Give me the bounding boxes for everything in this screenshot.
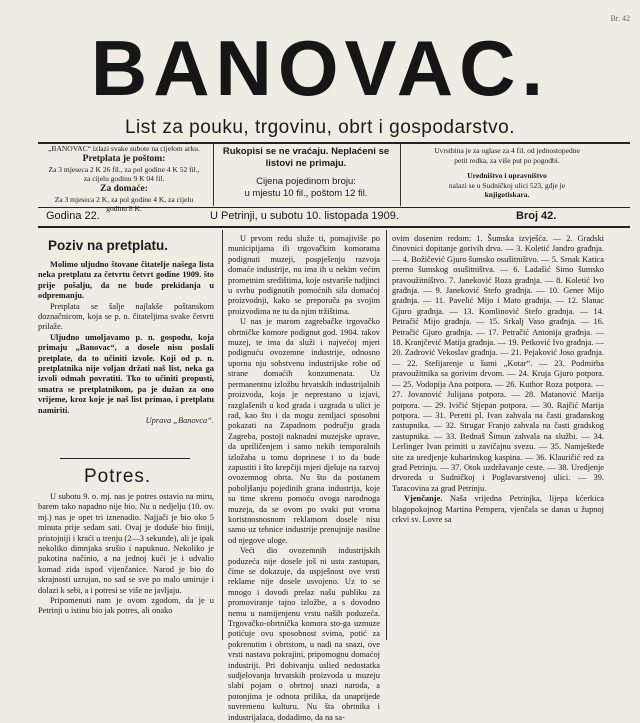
article-heading-potres: Potres. [84,466,152,487]
info-middle-heading: Rukopisi se ne vraćaju. Neplaćeni se listovi ne primaju. [222,146,390,169]
info-left-heading1: Pretplata je poštom: [82,153,166,164]
potres-paragraph-1: U subotu 9. o. mj. nas je potres ostavio na miru, barem tako napadno nije bio. Nu u nedjelju (10. ov. mj.) nas je opet tri iznenadio. Najjači je bio oko 5 minuta prije sedam sati. Ovaj je doduše bio finiji, pristojniji i kraći u trenju (2—3 sekunde), ali je ipak nekoliko dimnjaka srušio i napuknuo. Nekoliko je pukotina načinio, a na jednoj kući je i udvalio komad zida ispod vijenčanice. Narod je bio do skrajnosti uzrujan, no sad se sve po malo umiruje i dolazi k sebi, a i potresi se više ne javljaju. [38,492,214,595]
column-divider-1 [222,230,223,640]
sjednica-agenda: ovim dosenim redom: 1. Šumska izvješća. — 2. Gradski činovnici dopitanje gorivih drva. — 3. Koletić Jandro građnja. — 4. Božičević Gjuro šumsko osušitništvo. — 5. Srnak Katica premo šumskog osušitništva. — 6. Ladašić Simo šumsko pravoužitništvo. 7. Janeković Roza građnja. — 8. Koletić Ivo građnja. — 9. Janeković Stefo građnja. — 10. Gener Mijo građnja. — 11. Pavelić Mijo i Mato građnja. — 12. Slanac Gjuro građnja. — 13. Komlinović Stefo građnja. — 14. Petračić Mijo građnja. — 15. Srkalj Vaso građnja. — 16. Petračić Gjuro građnja. — 17. Petračić Antonija građnja. — 18. Kranjčević Matija građnja. — 19. Petković Ivo građnja. — 20. Zadrović Vekoslav građnja. — 21. Pejaković Joso građnja. — 22. Stefijarenje u šumi „Kotar“. — 23. Podmirba pravoužitnika sa gorivim drvom. — 24. Kruja Gjuro potpora. — 25. Vodopija Ana potpora. — 26. Kuthor Roza potpora. — 27. Jovanović Julijana potpora. — 28. Matanović Marija potpora. — 29. Ivičić Stjepan potpora. — 30. Rajčić Marija potpora. — 31. Peretti pl. Ivan zahvala na časti građanskog zastupnika. — 32. Strugar Franjo zahvala na časti gradskog zastupnika. — 33. Bednaš Šimun zahvala na službi. — 34. Lerlinger Ivan primiti u zavičajnu svezu. — 35. Namješteđe site za uredjenje kuharinskog kaspina. — 36. Klauričić red za grad Petrinju. — 37. Otok uzdržavanje ceste. — 38. Uredjenje drvoreda u Sudničkoj i Poglavarstvenoj ulici. — 39. Taracovina za grad Petrinju. [392,234,604,493]
header-divider-left [213,144,214,206]
dateline-place-date: U Petrinji, u subotu 10. listopada 1909. [210,210,399,222]
vjencanje-lead: Vjenčanje. [404,494,443,504]
info-right-line4: nalazi se u Sudničkoj ulici 523, gdje je [448,180,566,190]
article-heading-poziv: Poziv na pretplatu. [48,238,169,253]
info-middle [216,146,396,200]
article-sjednica [392,234,604,640]
info-right-line1: Uvrstbina je za oglase za 4 fil. od jednostopedne [434,146,580,155]
muzej-paragraph-3: Veći dio ovozemnih industrijskih poduzeća nije dosele još ni usta zastupan, čime se dokazuje, da uspješnost ove vrsti reklame nije dosele usvojeno. Uz to se mnogo i dovodi prelaz našu publiku za promoviranje tajno izložbe, a s dovodno nemu u namijenjenu vrstu naših poduzeća. Trgovačko-obrtnička komora sto-ga uzmuze potićuje ovu sposobnost svima, potić za pokrenutim i obrtstom, u nadi na snazi, ove vrsti nastava pokrajini, pripomognu domaćoj industriji. Pri dobivanju uslied nedostatka sudjelovanja hrvatskih proizvoda u muzeju slabi pojam o obrtnoj snazi naroda, a potonjima je odnota prilika, da unaprijede suvremenu kulturu. Nu šta obrtnika i industrijalaca, dodadimo, da na sa- [228,546,380,722]
info-right-line5: knjigotiskara. [484,190,530,199]
article-muzej [228,234,380,722]
info-left-heading2: Za domaće: [100,183,148,194]
potres-paragraph-2: Pripomenuti nam je ovom zgodom, da je u Petrinji u istinu bio jak potres, ali onako [38,596,214,616]
info-right-line2: petit redka, za više put po pogodbi. [454,155,560,165]
masthead-subtitle: List za pouku, trgovinu, obrt i gospodarstvo. [124,117,516,138]
article-potres [38,492,214,640]
dateline-rule-bottom [38,226,630,228]
dateline-rule-top [38,207,630,208]
poziv-paragraph-2: Pretplata se šalje najlakše poštanskom doznačnicom, koja se p. n. čitateljima svake četvrti prilaže. [38,301,214,332]
vjencanje-text: Naša vrijedna Petrinjka, lijepa kćerkica blagopokojnog Martina Pempera, vjenčala se danas u župnoj crkvi sv. Lovre sa [392,494,605,524]
info-left-line1: „BANOVAC“ izlazi svake subote na cijelom arku. [48,144,200,153]
muzej-paragraph-2: U nas je marom zagrebačke trgovačko obrtničke komore podignut god. 1904. takov muzej, te ima da služi i najvećoj mjeri podignuću ovozemne industrije, odnosno uporna nju sobstvenu industrijske robe od strane domaćih konzumenata. Uz permanentnu izložbu hrvatskih industrijalnih proizvoda, koja je neprestano u izjavi, razglašenih u kod grada i uzgrada u ulici je rad, kao što i da mogu zemljaci sposobni pokazati na Zapadnom području grada Zagreba, postoji naknadni muzejske uprave, da upriličenjem i samo nekih temporalnih izložaba u tomu doprinese i to da bude zapustiti i što krepčiji mjeri djeluje na razvoj ovozemnog obrta. Nu što da postanem poboljšanju pojedinih grana industrija, koje su time skrenu pomoću ovoga narodnoga muzeja, da se ovom po svaki put vroma koristnosnosnom reklamom dosele nisu samo uz tehnice industrije prenujnije nasilne od njegove uloge. [228,317,380,545]
column-divider-2 [386,230,387,640]
muzej-paragraph-1: U prvom redu služe ti, pomajiviše po municipijama ili trgovačkim komorama podignuti muzeji, pospješenju razvoja domaće industrije, nu ima ih u nekim većim prometnim središtima, koje ostvariše tudjinci u svrhu podignutih pomoćnih sila domaćoj proizvodnji, kako se preporuča pa svojim proizvodima ne tu da njim tržištima. [228,234,380,316]
info-left-line4: Za 3 mjeseca 2 K, za pol godine 4 K, za cijelu [54,194,194,204]
info-middle-price2: u mjestu 10 fil., poštom 12 fil. [244,188,368,199]
header-divider-right [400,144,401,206]
info-right-line3: Uredništvo i upravništvo [467,171,547,180]
masthead-title: BANOVAC. [90,24,550,112]
dateline-year: Godina 22. [46,210,100,222]
poziv-bold-paragraph: Molimo uljudno štovane čitatelje našega lista neka pretplatu za četvrtu četvrt godine 1909. što prije pošalju, da ne bude prekidanja u odpremanju. [38,260,214,301]
info-left-line5: godinu 8 K. [106,204,142,213]
dateline [38,210,630,224]
poziv-signature: Uprava „Banovca“. [145,416,214,426]
dateline-issue: Broj 42. [516,210,557,222]
poziv-paragraph-3: Uljudno umoljavamo p. n. gospodu, koja primaju „Banovac“, a dosele nisu poslali pretplate, da to učiniti izvole. Koji od p. n. pretplatnika nije voljan držati naš list, neka ga izvoli odmah povratiti. Tko to učiniti propusti, smatra se pretplatnikom, pa je dužan za ono vrijeme, kroz koje je naš list primao, i pretplatu namiriti. [38,332,214,415]
info-middle-price1: Cijena pojedinom broju: [256,176,356,187]
info-right [404,146,610,200]
info-left-line3: za cijelu godinu 9 K 04 fil. [83,174,165,183]
article-separator [60,458,190,459]
info-left [40,144,208,214]
corner-note: Br. 42 [610,14,630,23]
article-poziv [38,260,214,452]
info-left-line2: Za 3 mjeseca 2 K 26 fil., za pol godine 4 K 52 fil., [48,164,200,174]
